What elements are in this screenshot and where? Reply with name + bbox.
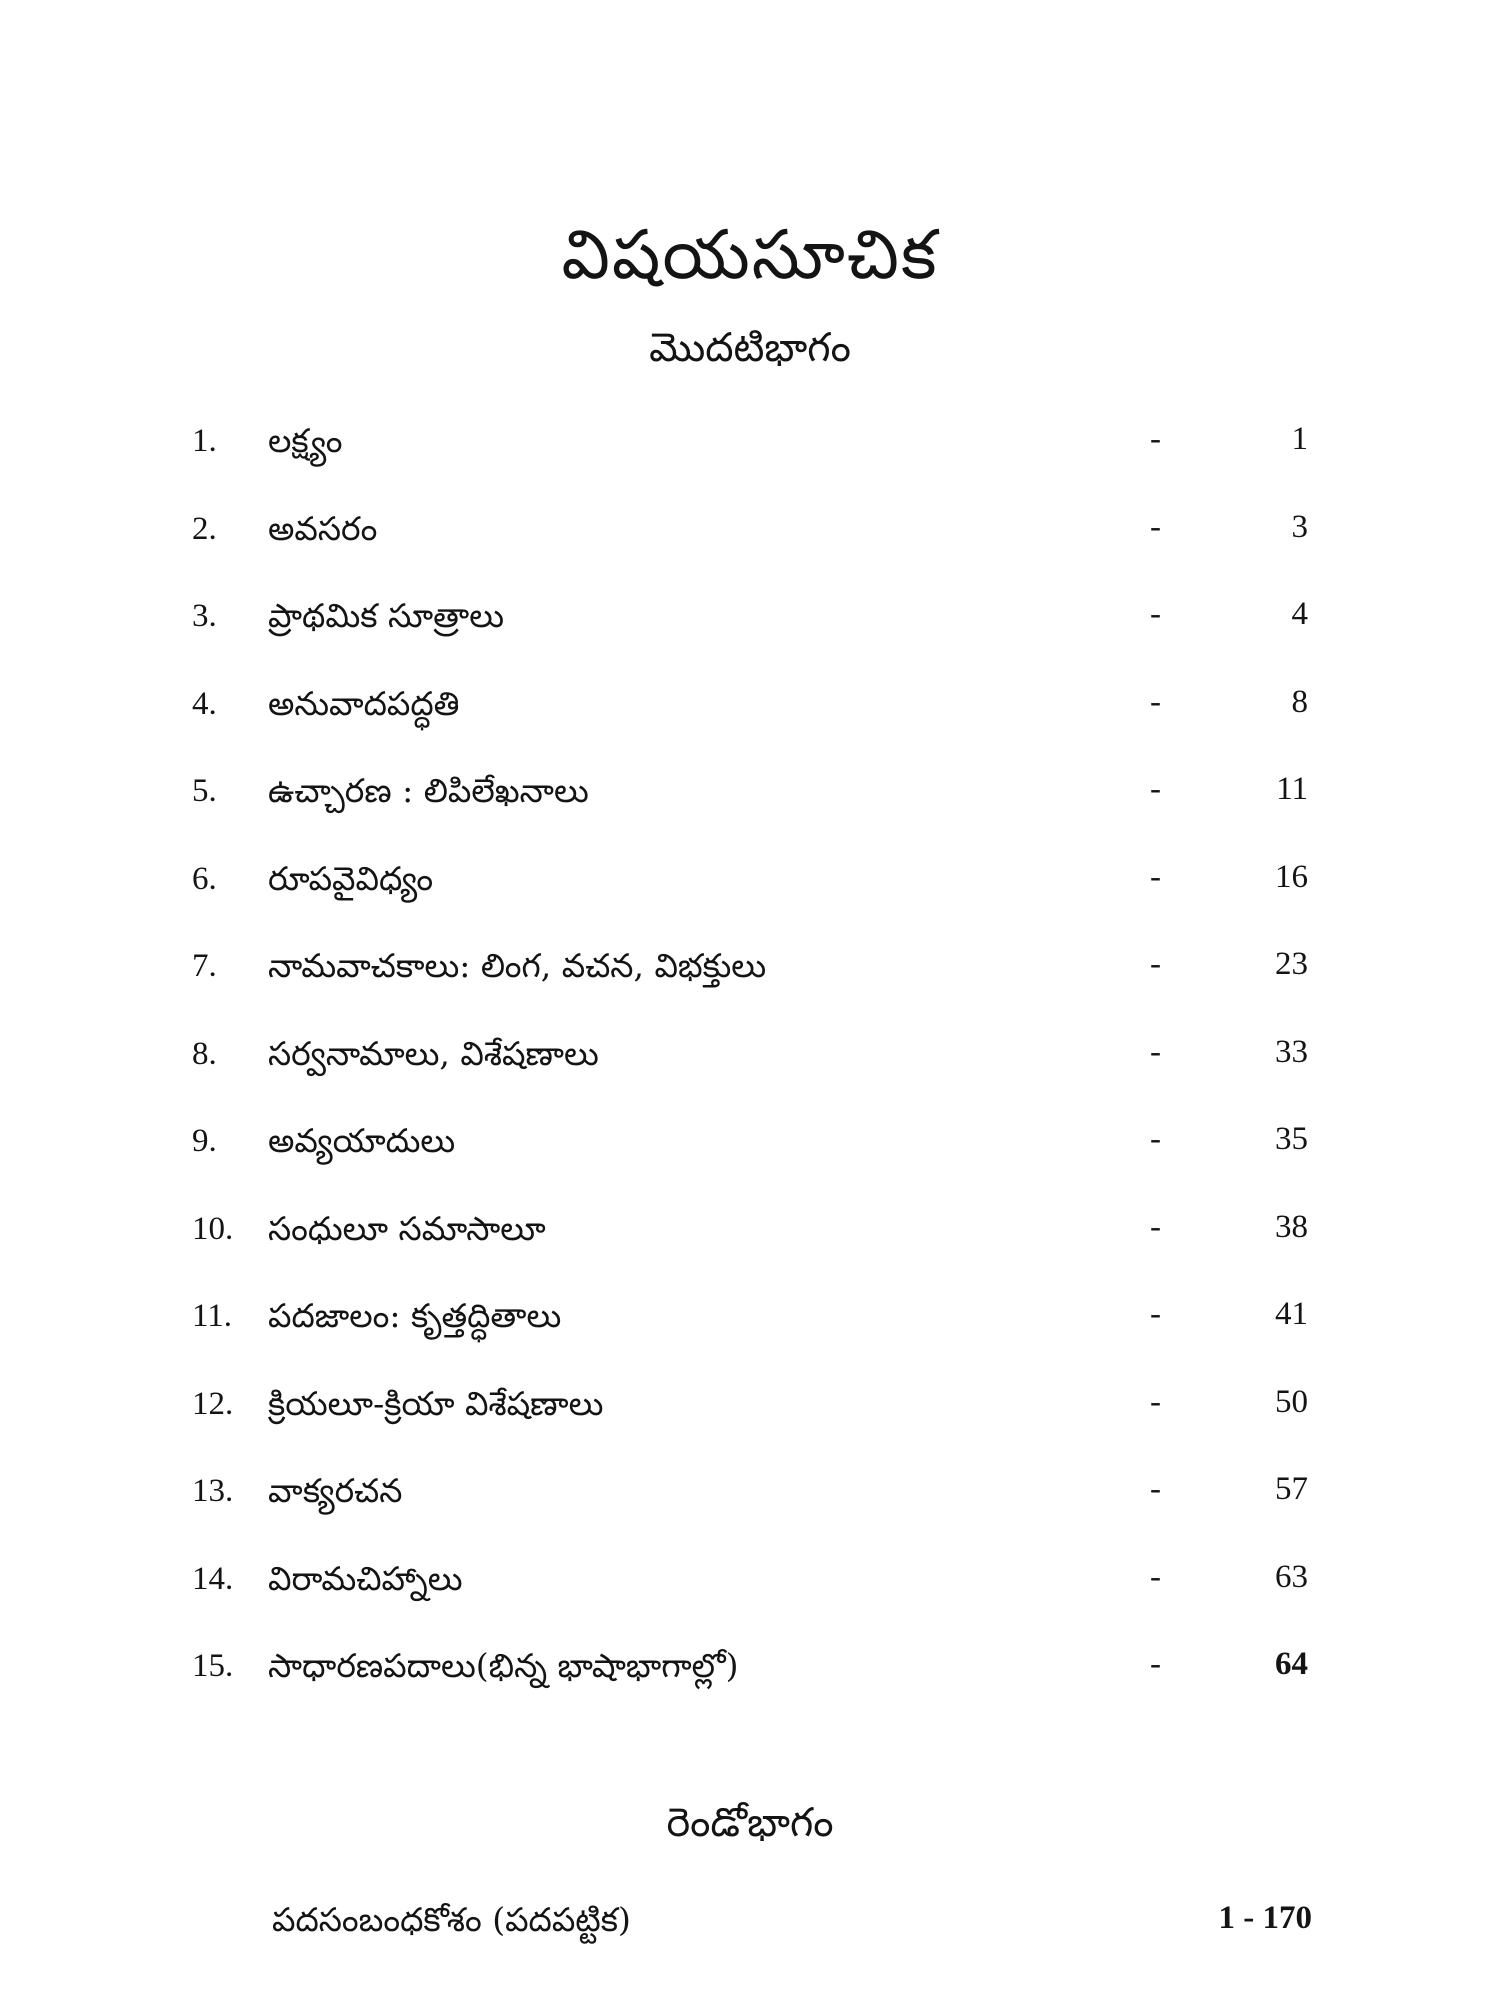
entry-page-number: 33 <box>1275 1033 1308 1070</box>
entry-dash: - <box>1150 596 1161 632</box>
entry-title: సర్వనామాలు, విశేషణాలు <box>268 1033 599 1073</box>
entry-dash: - <box>1150 771 1161 807</box>
entry-title: అవ్యయాదులు <box>268 1121 456 1160</box>
entry-title: పదసంబంధకోశం (పదపట్టిక) <box>272 1900 631 1939</box>
toc-entry <box>0 1115 1500 1203</box>
entry-dash: - <box>1150 683 1161 720</box>
entry-page-number: 1 <box>1291 421 1308 457</box>
toc-entry <box>0 1378 1500 1466</box>
entry-page-number: 64 <box>1275 1646 1308 1682</box>
entry-page-number: 50 <box>1275 1383 1308 1420</box>
entry-number: 3. <box>192 598 217 634</box>
entry-number: 1. <box>192 423 217 459</box>
toc-entry <box>0 678 1500 766</box>
toc-entry <box>0 1203 1500 1291</box>
entry-dash: - <box>1150 1121 1161 1157</box>
part-two-heading: రెండోభాగం <box>666 1800 834 1846</box>
entry-number: 5. <box>192 773 217 809</box>
entry-number: 14. <box>192 1560 234 1597</box>
entry-title: లక్ష్యం <box>268 421 343 460</box>
entry-title: వాక్యరచన <box>268 1471 403 1510</box>
entry-title: క్రియలూ-క్రియా విశేషణాలు <box>268 1383 604 1423</box>
entry-dash: - <box>1150 1208 1161 1245</box>
toc-entry <box>0 940 1500 1028</box>
toc-entry <box>0 503 1500 591</box>
entry-number: 4. <box>192 685 217 722</box>
entry-page-number: 16 <box>1275 858 1308 895</box>
entry-dash: - <box>1150 946 1161 982</box>
toc-entry <box>0 1465 1500 1553</box>
entry-page-number: 23 <box>1275 946 1308 982</box>
entry-title: విరామచిహ్నాలు <box>268 1558 463 1598</box>
toc-entry <box>0 590 1500 678</box>
entry-dash: - <box>1150 858 1161 895</box>
entry-number: 7. <box>192 948 217 984</box>
toc-entry <box>0 1290 1500 1378</box>
toc-entry <box>0 765 1500 853</box>
toc-entry <box>0 1640 1500 1728</box>
entry-number: 12. <box>192 1385 234 1422</box>
entry-dash: - <box>1150 1296 1161 1332</box>
entry-page-number: 35 <box>1275 1121 1308 1157</box>
entry-dash: - <box>1150 1471 1161 1507</box>
entry-number: 8. <box>192 1035 217 1072</box>
entry-title: నామవాచకాలు: లింగ, వచన, విభక్తులు <box>268 946 767 985</box>
entry-dash: - <box>1150 1558 1161 1595</box>
entry-title: ప్రాథమిక సూత్రాలు <box>268 596 505 635</box>
entry-title: అనువాదపద్ధతి <box>268 683 460 723</box>
entry-page-number: 41 <box>1275 1296 1308 1332</box>
entry-title: సంధులూ సమాసాలూ <box>268 1208 546 1248</box>
entry-page-number: 4 <box>1291 596 1308 632</box>
entry-page-number: 38 <box>1275 1208 1308 1245</box>
part-one-heading: మొదటిభాగం <box>649 325 851 371</box>
part-two-entry <box>0 1900 1500 1960</box>
toc-entry <box>0 1553 1500 1641</box>
entry-page-number: 11 <box>1276 771 1308 807</box>
entry-number: 10. <box>192 1210 234 1247</box>
entry-dash: - <box>1150 1033 1161 1070</box>
entry-title: అవసరం <box>268 508 378 548</box>
entry-page-number: 3 <box>1291 508 1308 545</box>
entry-page-range: 1 - 170 <box>1218 1900 1312 1936</box>
entry-dash: - <box>1150 1383 1161 1420</box>
entry-number: 9. <box>192 1123 217 1159</box>
entry-title: పదజాలం: కృత్తద్ధితాలు <box>268 1296 562 1335</box>
entry-title: రూపవైవిధ్యం <box>268 858 434 898</box>
entry-number: 11. <box>192 1298 233 1334</box>
toc-entry <box>0 415 1500 503</box>
table-of-contents <box>0 415 1500 1728</box>
entry-page-number: 63 <box>1275 1558 1308 1595</box>
entry-title: ఉచ్చారణ : లిపిలేఖనాలు <box>268 771 589 810</box>
page-title: విషయసూచిక <box>561 215 939 295</box>
entry-number: 15. <box>192 1648 234 1684</box>
entry-page-number: 57 <box>1275 1471 1308 1507</box>
entry-title: సాధారణపదాలు(భిన్న భాషాభాగాల్లో) <box>268 1646 739 1685</box>
toc-entry <box>0 853 1500 941</box>
entry-number: 6. <box>192 860 217 897</box>
entry-dash: - <box>1150 508 1161 545</box>
entry-number: 13. <box>192 1473 234 1509</box>
entry-page-number: 8 <box>1291 683 1308 720</box>
toc-entry <box>0 1028 1500 1116</box>
entry-dash: - <box>1150 1646 1161 1682</box>
entry-number: 2. <box>192 510 217 547</box>
entry-dash: - <box>1150 421 1161 457</box>
